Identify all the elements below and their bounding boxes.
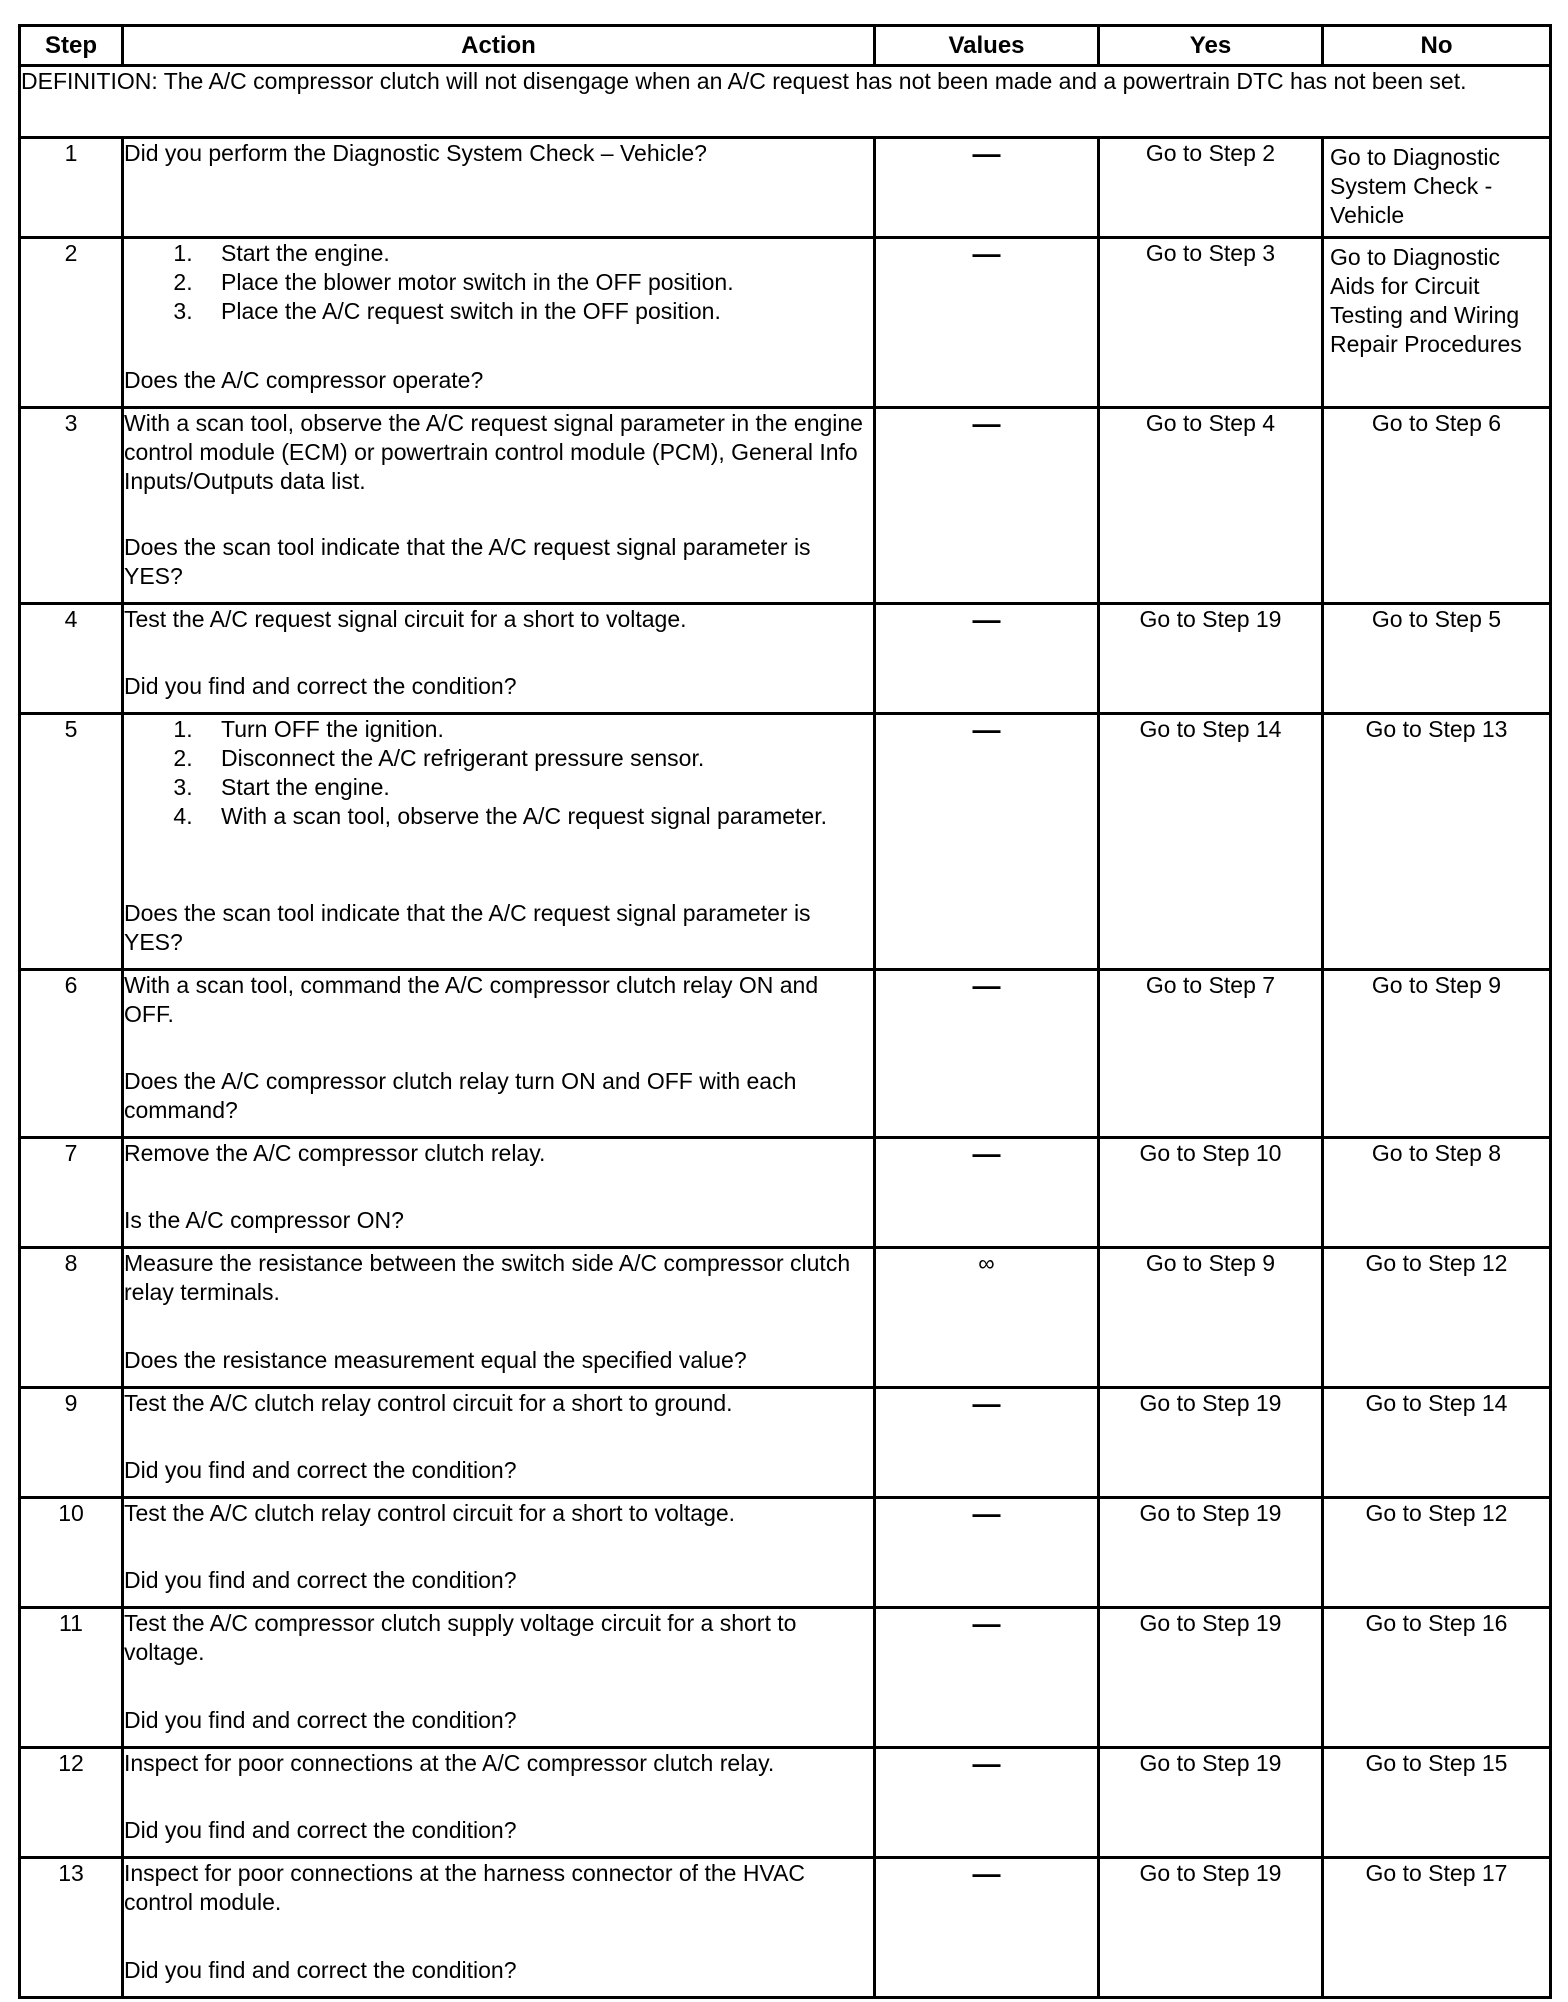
step-number: 11 — [20, 1608, 123, 1748]
action-text: Measure the resistance between the switch side A/C compressor clutch relay terminals. — [124, 1250, 851, 1305]
action-question: Did you find and correct the condition? — [124, 1817, 517, 1843]
action-text: With a scan tool, command the A/C compressor clutch relay ON and OFF. — [124, 972, 819, 1027]
diagnostic-table — [18, 24, 1552, 1999]
action-text: Inspect for poor connections at the harness connector of the HVAC control module. — [124, 1860, 806, 1915]
no-cell: Go to Step 12 — [1323, 1248, 1551, 1388]
action-cell — [123, 1608, 875, 1748]
action-cell — [123, 1388, 875, 1498]
action-text: Remove the A/C compressor clutch relay. — [124, 1140, 546, 1166]
table-row — [20, 1248, 1551, 1388]
action-step-item: 1. Turn OFF the ignition. — [199, 715, 873, 744]
action-question: Is the A/C compressor ON? — [124, 1207, 404, 1233]
value-text: — — [972, 238, 1001, 269]
yes-cell: Go to Step 10 — [1099, 1138, 1323, 1248]
action-question: Did you find and correct the condition? — [124, 1707, 517, 1733]
value-cell — [875, 1388, 1099, 1498]
definition-text: DEFINITION: The A/C compressor clutch will not disengage when an A/C request has not been made and a powertrain DTC has not been set. — [20, 66, 1551, 138]
value-cell — [875, 408, 1099, 604]
action-question: Did you find and correct the condition? — [124, 1567, 517, 1593]
no-cell: Go to Diagnostic System Check - Vehicle — [1323, 138, 1551, 238]
step-number: 12 — [20, 1748, 123, 1858]
no-cell: Go to Step 9 — [1323, 970, 1551, 1138]
table-row — [20, 408, 1551, 604]
value-cell — [875, 714, 1099, 970]
action-question: Did you find and correct the condition? — [124, 1457, 517, 1483]
value-cell — [875, 604, 1099, 714]
value-text: ∞ — [978, 1250, 995, 1276]
no-cell: Go to Step 17 — [1323, 1858, 1551, 1998]
yes-cell: Go to Step 19 — [1099, 1748, 1323, 1858]
value-text: — — [972, 1748, 1001, 1779]
no-cell: Go to Step 16 — [1323, 1608, 1551, 1748]
step-number: 6 — [20, 970, 123, 1138]
step-number: 7 — [20, 1138, 123, 1248]
table-row — [20, 1748, 1551, 1858]
value-cell — [875, 238, 1099, 408]
header-values: Values — [875, 26, 1099, 66]
action-step-item: 4. With a scan tool, observe the A/C request signal parameter. — [199, 802, 873, 831]
yes-cell: Go to Step 3 — [1099, 238, 1323, 408]
action-cell — [123, 138, 875, 238]
action-cell — [123, 408, 875, 604]
step-number: 2 — [20, 238, 123, 408]
value-text: — — [972, 1498, 1001, 1529]
header-yes: Yes — [1099, 26, 1323, 66]
yes-cell: Go to Step 4 — [1099, 408, 1323, 604]
header-step: Step — [20, 26, 123, 66]
table-row — [20, 1858, 1551, 1998]
action-question: Does the A/C compressor operate? — [124, 367, 484, 393]
table-row — [20, 238, 1551, 408]
table-row — [20, 1498, 1551, 1608]
no-cell: Go to Step 5 — [1323, 604, 1551, 714]
table-row — [20, 1138, 1551, 1248]
action-cell — [123, 1858, 875, 1998]
value-text: — — [972, 408, 1001, 439]
yes-cell: Go to Step 19 — [1099, 604, 1323, 714]
action-text: Test the A/C request signal circuit for a short to voltage. — [124, 606, 687, 632]
action-question: Does the A/C compressor clutch relay turn ON and OFF with each command? — [124, 1068, 797, 1123]
header-no: No — [1323, 26, 1551, 66]
header-action: Action — [123, 26, 875, 66]
action-steps-list — [124, 239, 873, 326]
step-number: 1 — [20, 138, 123, 238]
action-text: Test the A/C clutch relay control circuit for a short to voltage. — [124, 1500, 736, 1526]
action-text: Inspect for poor connections at the A/C compressor clutch relay. — [124, 1750, 775, 1776]
value-cell — [875, 1248, 1099, 1388]
value-text: — — [972, 1608, 1001, 1639]
table-row — [20, 604, 1551, 714]
no-cell: Go to Step 8 — [1323, 1138, 1551, 1248]
table-row — [20, 138, 1551, 238]
yes-cell: Go to Step 2 — [1099, 138, 1323, 238]
action-question: Did you find and correct the condition? — [124, 1957, 517, 1983]
yes-cell: Go to Step 7 — [1099, 970, 1323, 1138]
no-cell: Go to Step 14 — [1323, 1388, 1551, 1498]
action-text: Test the A/C clutch relay control circuit for a short to ground. — [124, 1390, 733, 1416]
action-text: Did you perform the Diagnostic System Check – Vehicle? — [124, 140, 707, 166]
table-row — [20, 1388, 1551, 1498]
action-step-item: 2. Place the blower motor switch in the OFF position. — [199, 268, 873, 297]
value-cell — [875, 1138, 1099, 1248]
action-question: Does the scan tool indicate that the A/C request signal parameter is YES? — [124, 900, 811, 955]
value-text: — — [972, 138, 1001, 169]
action-cell — [123, 604, 875, 714]
value-text: — — [972, 1388, 1001, 1419]
action-cell — [123, 714, 875, 970]
action-cell — [123, 238, 875, 408]
value-cell — [875, 970, 1099, 1138]
action-question: Does the scan tool indicate that the A/C request signal parameter is YES? — [124, 534, 811, 589]
step-number: 9 — [20, 1388, 123, 1498]
yes-cell: Go to Step 9 — [1099, 1248, 1323, 1388]
step-number: 4 — [20, 604, 123, 714]
action-text: With a scan tool, observe the A/C request signal parameter in the engine control module (ECM) or powertrain control module (PCM), General Info Inputs/Outputs data list. — [124, 410, 863, 494]
value-text: — — [972, 714, 1001, 745]
value-cell — [875, 1608, 1099, 1748]
step-number: 5 — [20, 714, 123, 970]
table-row — [20, 970, 1551, 1138]
yes-cell: Go to Step 19 — [1099, 1608, 1323, 1748]
value-text: — — [972, 604, 1001, 635]
step-number: 3 — [20, 408, 123, 604]
value-cell — [875, 1748, 1099, 1858]
no-cell: Go to Step 13 — [1323, 714, 1551, 970]
action-cell — [123, 1498, 875, 1608]
action-cell — [123, 1748, 875, 1858]
action-question: Does the resistance measurement equal the specified value? — [124, 1347, 747, 1373]
value-cell — [875, 138, 1099, 238]
value-text: — — [972, 1858, 1001, 1889]
action-cell — [123, 970, 875, 1138]
action-step-item: 3. Start the engine. — [199, 773, 873, 802]
no-cell: Go to Step 15 — [1323, 1748, 1551, 1858]
no-cell: Go to Diagnostic Aids for Circuit Testing and Wiring Repair Procedures — [1323, 238, 1551, 408]
definition-row — [20, 66, 1551, 138]
action-question: Did you find and correct the condition? — [124, 673, 517, 699]
step-number: 10 — [20, 1498, 123, 1608]
value-text: — — [972, 1138, 1001, 1169]
no-cell: Go to Step 12 — [1323, 1498, 1551, 1608]
value-cell — [875, 1858, 1099, 1998]
action-step-item: 1. Start the engine. — [199, 239, 873, 268]
table-row — [20, 1608, 1551, 1748]
action-text: Test the A/C compressor clutch supply voltage circuit for a short to voltage. — [124, 1610, 797, 1665]
value-cell — [875, 1498, 1099, 1608]
action-step-item: 3. Place the A/C request switch in the OFF position. — [199, 297, 873, 326]
value-text: — — [972, 970, 1001, 1001]
action-cell — [123, 1138, 875, 1248]
no-cell: Go to Step 6 — [1323, 408, 1551, 604]
table-row — [20, 714, 1551, 970]
yes-cell: Go to Step 19 — [1099, 1388, 1323, 1498]
header-row — [20, 26, 1551, 66]
action-cell — [123, 1248, 875, 1388]
step-number: 13 — [20, 1858, 123, 1998]
yes-cell: Go to Step 19 — [1099, 1858, 1323, 1998]
step-number: 8 — [20, 1248, 123, 1388]
yes-cell: Go to Step 14 — [1099, 714, 1323, 970]
action-steps-list — [124, 715, 873, 831]
yes-cell: Go to Step 19 — [1099, 1498, 1323, 1608]
action-step-item: 2. Disconnect the A/C refrigerant pressure sensor. — [199, 744, 873, 773]
